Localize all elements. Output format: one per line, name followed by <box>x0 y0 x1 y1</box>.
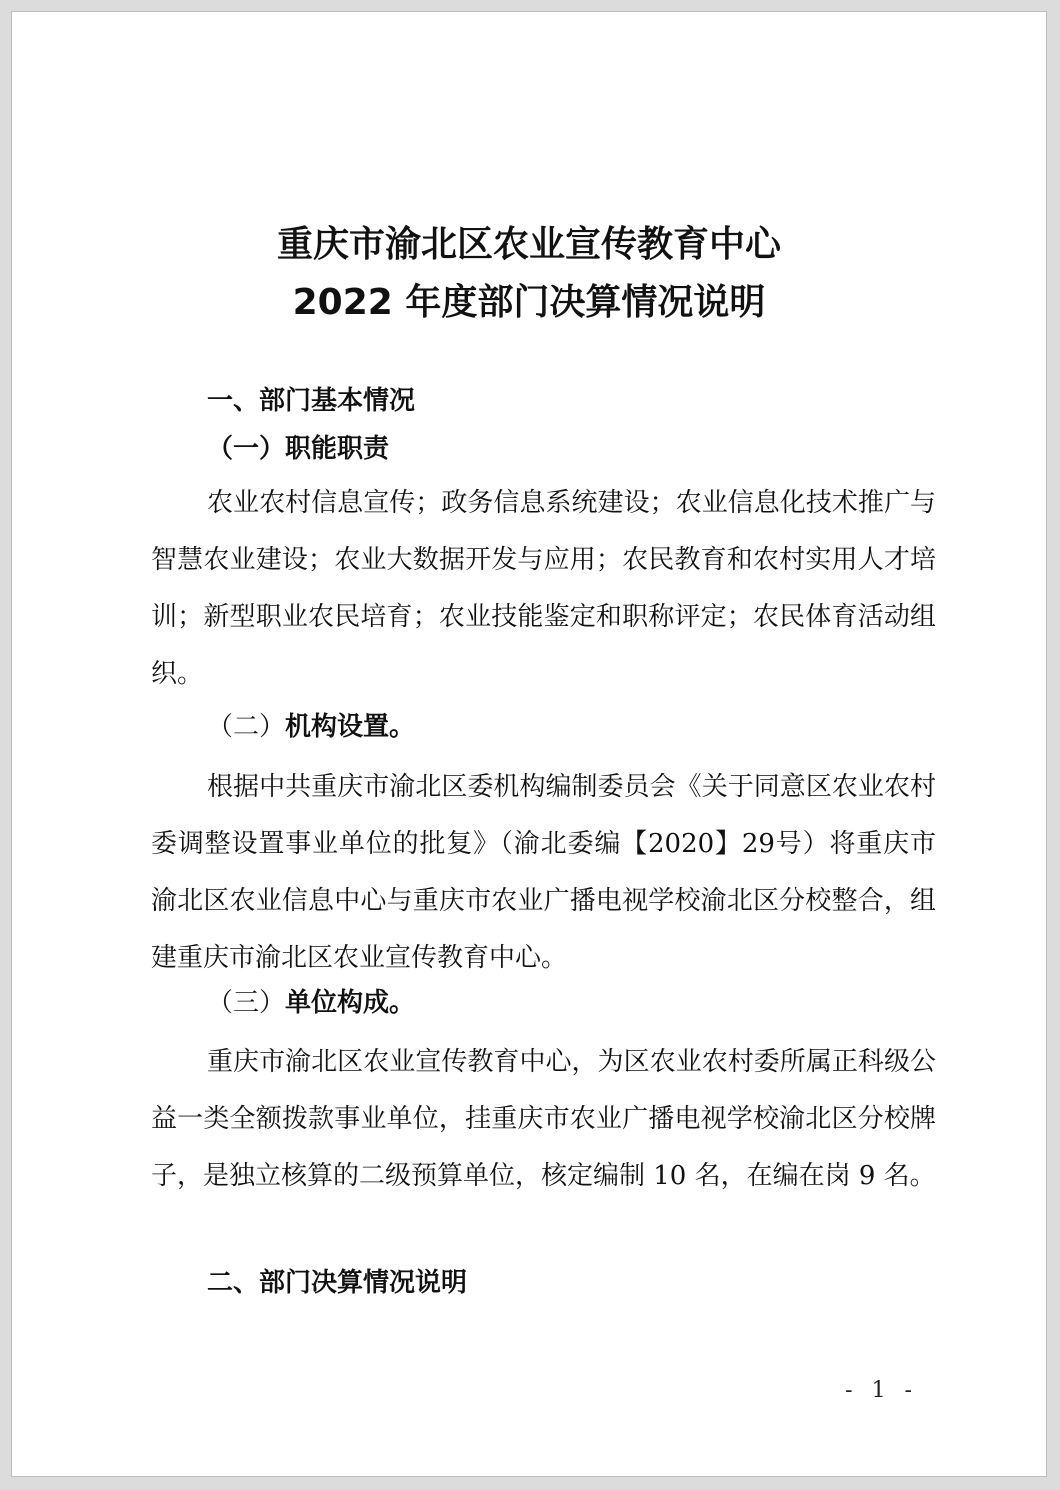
document-title-line2: 2022 年度部门决算情况说明 <box>292 282 766 323</box>
paragraph-duties: 农业农村信息宣传；政务信息系统建设；农业信息化技术推广与智慧农业建设；农业大数据开发与应用；农民教育和农村实用人才培训；新型职业农民培育；农业技能鉴定和职称评定；农民体育活动组织。 <box>151 488 936 689</box>
document-title-line1: 重庆市渝北区农业宣传教育中心 <box>276 223 781 265</box>
paragraph-organization: 根据中共重庆市渝北区委机构编制委员会《关于同意区农业农村委调整设置事业单位的批复》（渝北委编【2020】29号）将重庆市渝北区农业信息中心与重庆市农业广播电视学校渝北区分校整合，组建重庆市渝北区农业宣传教育中心。 <box>151 772 936 973</box>
section-heading-basic-info: 一、部门基本情况 <box>207 386 416 416</box>
subsection-heading-organization <box>207 706 992 743</box>
subsection-title: 机构设置。 <box>285 712 416 742</box>
subsection-heading-duties: （一）职能职责 <box>207 434 390 464</box>
subsection-title: 单位构成。 <box>285 988 416 1018</box>
page-number: - 1 - <box>845 1378 918 1403</box>
subsection-number: （二） <box>207 712 286 742</box>
paragraph-composition: 重庆市渝北区农业宣传教育中心，为区农业农村委所属正科级公益一类全额拨款事业单位，挂重庆市农业广播电视学校渝北区分校牌子，是独立核算的二级预算单位，核定编制 10 名，在编在岗 9 名。 <box>151 1047 936 1191</box>
subsection-number: （三） <box>207 988 286 1018</box>
section-heading-final-accounts: 二、部门决算情况说明 <box>207 1268 468 1298</box>
document-page <box>11 11 1047 1477</box>
subsection-heading-composition <box>207 982 992 1019</box>
